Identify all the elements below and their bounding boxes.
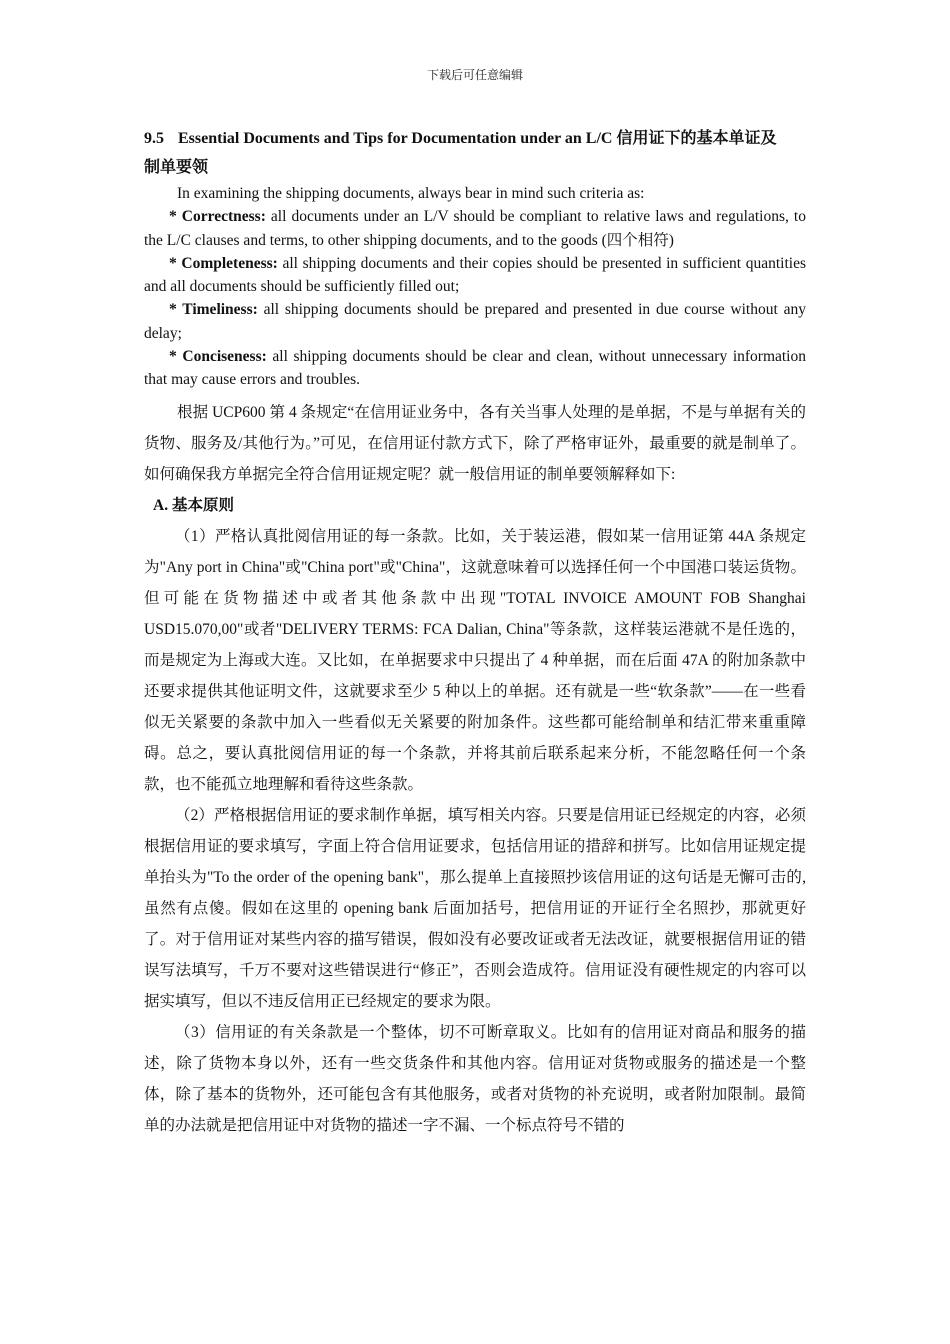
criterion-completeness: [144, 252, 806, 299]
criterion-label: * Correctness:: [169, 208, 266, 226]
section-title-line2: 制单要领: [144, 159, 209, 176]
criterion-label: * Timeliness:: [169, 301, 258, 319]
criterion-correctness: [144, 205, 806, 252]
intro-paragraph: In examining the shipping documents, always bear in mind such criteria as:: [177, 185, 645, 202]
section-a-heading: A. 基本原则: [153, 496, 234, 514]
paragraph-3: （3）信用证的有关条款是一个整体，切不可断章取义。比如有的信用证对商品和服务的描述，除了货物本身以外，还有一些交货条件和其他内容。信用证对货物或服务的描述是一个整体，除了基本的货物外，还可能包含有其他服务，或者对货物的补充说明，或者附加限制。最简单的办法就是把信用证中对货物的描述一字不漏、一个标点符号不错的: [144, 1023, 806, 1134]
section-title-line1: Essential Documents and Tips for Documentation under an L/C 信用证下的基本单证及: [178, 130, 777, 147]
paragraph-1: （1）严格认真批阅信用证的每一条款。比如，关于装运港，假如某一信用证第 44A 条规定为"Any port in China"或"China port"或"China"，这就意味着可以选择任何一个中国港口装运货物。但可能在货物描述中或者其他条款中出现"TOTAL INVOICE AMOUNT FOB Shanghai USD15.070,00"或者"DELIVERY TERMS: FCA Dalian, China"等条款，这样装运港就不是任选的，而是规定为上海或大连。又比如，在单据要求中只提出了 4 种单据，而在后面 47A 的附加条款中还要求提供其他证明文件，这就要求至少 5 种以上的单据。还有就是一些“软条款”——在一些看似无关紧要的条款中加入一些看似无关紧要的附加条件。这些都可能给制单和结汇带来重重障碍。总之，要认真批阅信用证的每一个条款，并将其前后联系起来分析，不能忽略任何一个条款，也不能孤立地理解和看待这些条款。: [144, 527, 806, 793]
criterion-text: all shipping documents should be clear and clean, without unnecessary information that may cause errors and troubles.: [144, 348, 806, 389]
chinese-body: [144, 397, 806, 1141]
section-number: 9.5: [144, 130, 164, 147]
document-body: [144, 124, 806, 1141]
criterion-text: all documents under an L/V should be compliant to relative laws and regulations, to the L/C clauses and terms, to other shipping documents, and to the goods (四个相符): [144, 208, 806, 249]
criterion-text: all shipping documents should be prepared and presented in due course without any delay;: [144, 301, 806, 342]
paragraph-2: （2）严格根据信用证的要求制作单据，填写相关内容。只要是信用证已经规定的内容，必须根据信用证的要求填写，字面上符合信用证要求，包括信用证的措辞和拼写。比如信用证规定提单抬头为"To the order of the opening bank"，那么提单上直接照抄该信用证的这句话是无懈可击的, 虽然有点傻。假如在这里的 opening bank 后面加括号，把信用证的开证行全名照抄，那就更好了。对于信用证对某些内容的描写错误，假如没有必要改证或者无法改证，就要根据信用证的错误写法填写，千万不要对这些错误进行“修正”，否则会造成符。信用证没有硬性规定的内容可以据实填写，但以不违反信用正已经规定的要求为限。: [144, 806, 806, 1010]
criteria-block: [144, 182, 806, 392]
criterion-text: all shipping documents and their copies should be presented in sufficient quantities and all documents should be sufficiently filled out;: [144, 254, 807, 296]
criterion-label: * Conciseness:: [169, 348, 267, 366]
criterion-timeliness: [144, 298, 806, 345]
section-title: [144, 124, 806, 153]
criterion-label: * Completeness:: [169, 254, 278, 272]
zh-intro-paragraph: 根据 UCP600 第 4 条规定“在信用证业务中，各有关当事人处理的是单据，不是与单据有关的货物、服务及/其他行为。”可见，在信用证付款方式下，除了严格审证外，最重要的就是制单了。如何确保我方单据完全符合信用证规定呢？就一般信用证的制单要领解释如下:: [144, 403, 806, 483]
page-header: 下载后可任意编辑: [426, 68, 523, 82]
criterion-conciseness: [144, 345, 806, 392]
